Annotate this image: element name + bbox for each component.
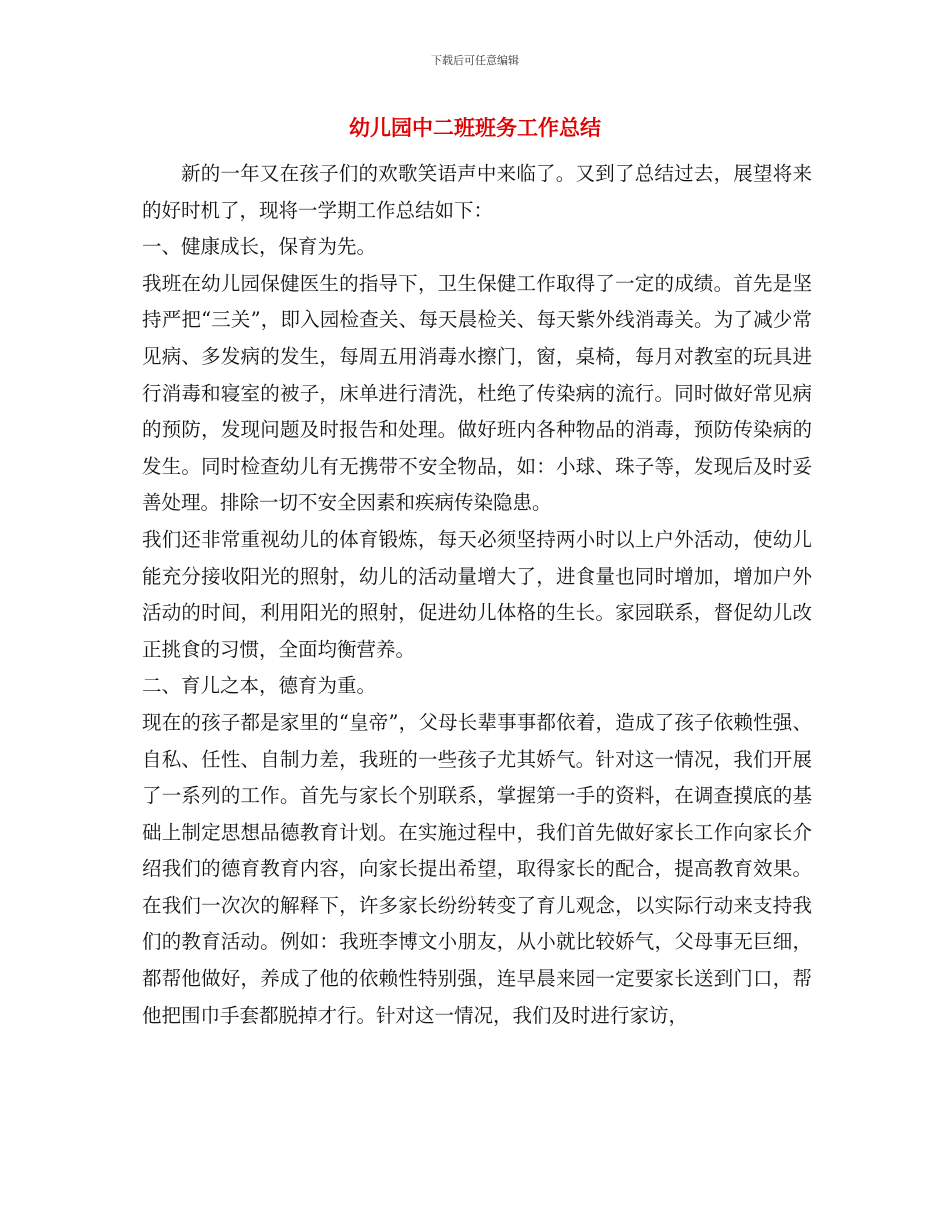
paragraph: 我班在幼儿园保健医生的指导下，卫生保健工作取得了一定的成绩。首先是坚持严把“三关”，即入园检查关、每天晨检关、每天紫外线消毒关。为了减少常见病、多发病的发生，每周五用消毒水擦门，窗，桌椅，每月对教室的玩具进行消毒和寝室的被子，床单进行清洗，杜绝了传染病的流行。同时做好常见病的预防，发现问题及时报告和处理。做好班内各种物品的消毒，预防传染病的发生。同时检查幼儿有无携带不安全物品，如：小球、珠子等，发现后及时妥善处理。排除一切不安全因素和疾病传染隐患。 <box>142 271 812 515</box>
document-body <box>142 156 812 1034</box>
section-heading: 二、育儿之本，德育为重。 <box>142 674 377 698</box>
header-note: 下载后可任意编辑 <box>431 54 519 67</box>
paragraph: 我们还非常重视幼儿的体育锻炼，每天必须坚持两小时以上户外活动，使幼儿能充分接收阳光的照射，幼儿的活动量增大了，进食量也同时增加，增加户外活动的时间，利用阳光的照射，促进幼儿体格的生长。家园联系，督促幼儿改正挑食的习惯，全面均衡营养。 <box>142 527 812 661</box>
paragraph: 新的一年又在孩子们的欢歌笑语声中来临了。又到了总结过去，展望将来的好时机了，现将一学期工作总结如下： <box>142 162 812 222</box>
paragraph: 现在的孩子都是家里的“皇帝”，父母长辈事事都依着，造成了孩子依赖性强、自私、任性、自制力差，我班的一些孩子尤其娇气。针对这一情况，我们开展了一系列的工作。首先与家长个别联系，掌握第一手的资料，在调查摸底的基础上制定思想品德教育计划。在实施过程中，我们首先做好家长工作向家长介绍我们的德育教育内容，向家长提出希望，取得家长的配合，提高教育效果。在我们一次次的解释下，许多家长纷纷转变了育儿观念，以实际行动来支持我们的教育活动。例如：我班李博文小朋友，从小就比较娇气，父母事无巨细，都帮他做好，养成了他的依赖性特别强，连早晨来园一定要家长送到门口，帮他把围巾手套都脱掉才行。针对这一情况，我们及时进行家访， <box>142 710 812 1027</box>
document-title: 幼儿园中二班班务工作总结 <box>349 115 601 140</box>
section-heading: 一、健康成长，保育为先。 <box>142 235 377 259</box>
